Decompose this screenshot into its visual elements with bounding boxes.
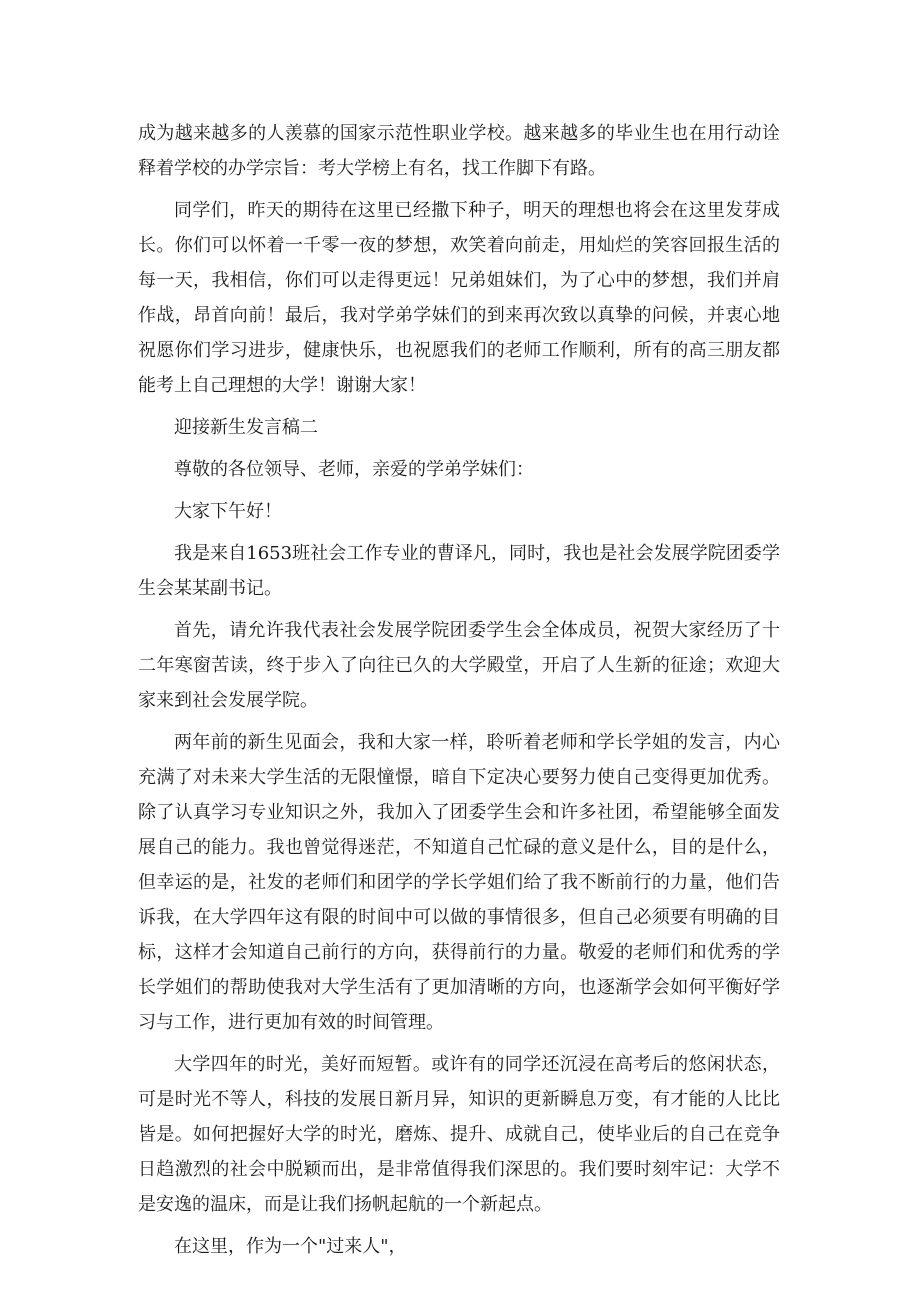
document-body: [138, 116, 780, 1271]
greeting: 大家下午好！: [174, 501, 282, 522]
paragraph-closing-wishes: 同学们，昨天的期待在这里已经撒下种子，明天的理想也将会在这里发芽成长。你们可以怀着一千零一夜的梦想，欢笑着向前走，用灿烂的笑容回报生活的每一天，我相信，你们可以走得更远！兄弟姐妹们，为了心中的梦想，我们并肩作战，昂首向前！最后，我对学弟学妹们的到来再次致以真挚的问候，并衷心地祝愿你们学习进步，健康快乐，也祝愿我们的老师工作顺利，所有的高三朋友都能考上自己理想的大学！谢谢大家！: [138, 200, 780, 396]
paragraph-continued-intro: 成为越来越多的人羡慕的国家示范性职业学校。越来越多的毕业生也在用行动诠释着学校的办学宗旨：考大学榜上有名，找工作脚下有路。: [138, 123, 780, 179]
paragraph-welcome: 首先，请允许我代表社会发展学院团委学生会全体成员，祝贺大家经历了十二年寒窗苦读，终于步入了向往已久的大学殿堂，开启了人生新的征途；欢迎大家来到社会发展学院。: [138, 620, 780, 711]
paragraph-self-introduction: 我是来自1653班社会工作专业的曹译凡，同时，我也是社会发展学院团委学生会某某副书记。: [138, 543, 780, 599]
paragraph-experience: 两年前的新生见面会，我和大家一样，聆听着老师和学长学姐的发言，内心充满了对未来大学生活的无限憧憬，暗自下定决心要努力使自己变得更加优秀。除了认真学习专业知识之外，我加入了团委学生会和许多社团，希望能够全面发展自己的能力。我也曾觉得迷茫，不知道自己忙碌的意义是什么，目的是什么，但幸运的是，社发的老师们和团学的学长学姐们给了我不断前行的力量，他们告诉我，在大学四年这有限的时间中可以做的事情很多，但自己必须要有明确的目标，这样才会知道自己前行的方向，获得前行的力量。敬爱的老师们和优秀的学长学姐们的帮助使我对大学生活有了更加清晰的方向，也逐渐学会如何平衡好学习与工作，进行更加有效的时间管理。: [138, 732, 780, 1033]
paragraph-university-time: 大学四年的时光，美好而短暂。或许有的同学还沉浸在高考后的悠闲状态，可是时光不等人，科技的发展日新月异，知识的更新瞬息万变，有才能的人比比皆是。如何把握好大学的时光，磨炼、提升、成就自己，使毕业后的自己在竞争日趋激烈的社会中脱颖而出，是非常值得我们深思的。我们要时刻牢记：大学不是安逸的温床，而是让我们扬帆起航的一个新起点。: [138, 1054, 780, 1215]
paragraph-truncated: 在这里，作为一个"过来人"，: [174, 1236, 407, 1257]
salutation: 尊敬的各位领导、老师，亲爱的学弟学妹们：: [174, 459, 534, 480]
section-heading: 迎接新生发言稿二: [174, 417, 318, 438]
